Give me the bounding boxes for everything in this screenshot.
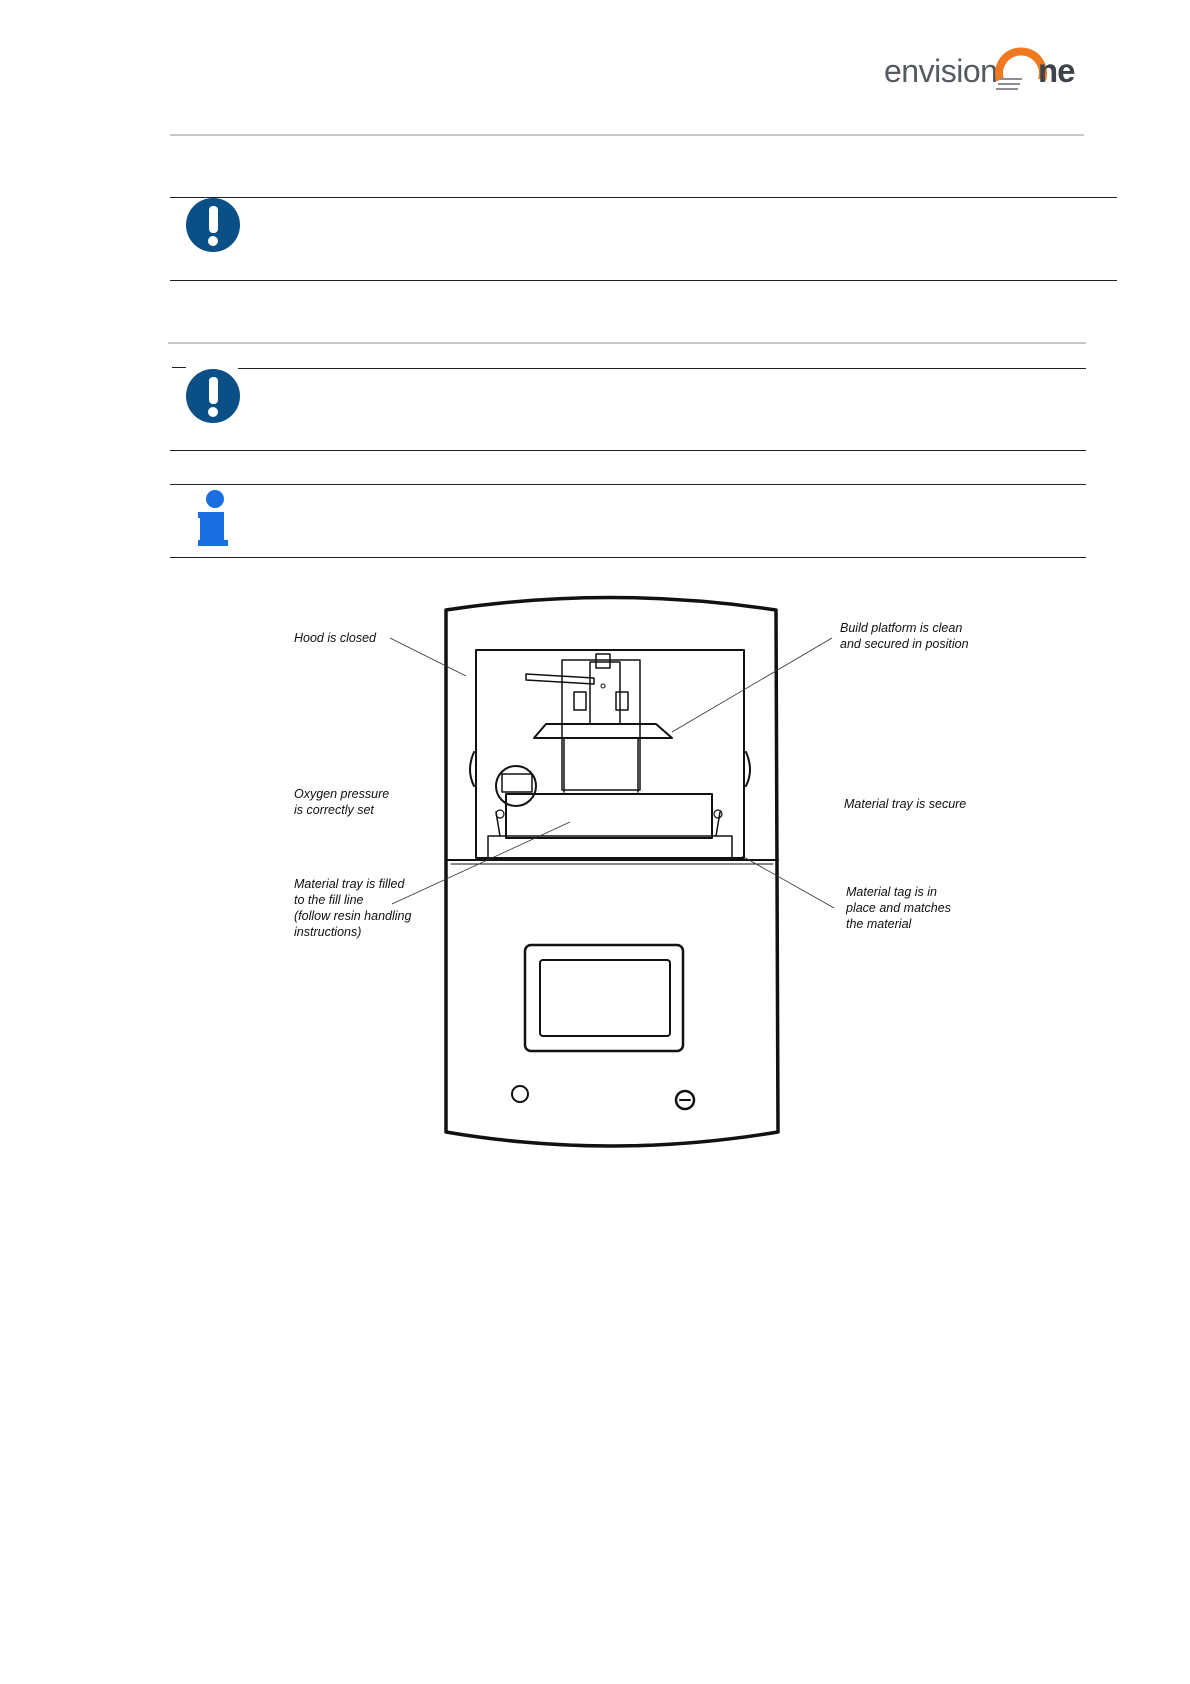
callout-oxygen-line-1: Oxygen pressure	[294, 787, 390, 801]
callout-tray-filled-line-3: (follow resin handling	[294, 909, 412, 923]
callout-build-platform-line-2: and secured in position	[840, 637, 969, 651]
logo-text: envision	[884, 53, 998, 89]
callout-tray-filled-line-2: to the fill line	[294, 893, 364, 907]
callout-tray-filled-line-1: Material tray is filled	[294, 877, 405, 891]
callout-tray-secure-line-1: Material tray is secure	[844, 797, 967, 811]
callout-build-platform	[840, 621, 969, 651]
callout-oxygen-pressure	[294, 787, 393, 817]
callout-build-platform-line-1: Build platform is clean	[840, 621, 963, 635]
callout-material-tag-line-3: the material	[846, 917, 912, 931]
callout-material-tag	[845, 885, 954, 931]
callout-material-tag-line-1: Material tag is in	[846, 885, 938, 899]
callout-tray-filled	[294, 877, 415, 939]
callout-tray-secure	[844, 797, 966, 811]
callout-oxygen-line-2: is correctly set	[294, 803, 374, 817]
callout-hood-closed	[294, 631, 377, 645]
logo-text-bold: ne	[1038, 52, 1075, 89]
callout-material-tag-line-2: place and matches	[846, 901, 951, 915]
callout-hood-line-1: Hood is closed	[294, 631, 376, 645]
callout-tray-filled-line-4: instructions)	[294, 925, 362, 939]
